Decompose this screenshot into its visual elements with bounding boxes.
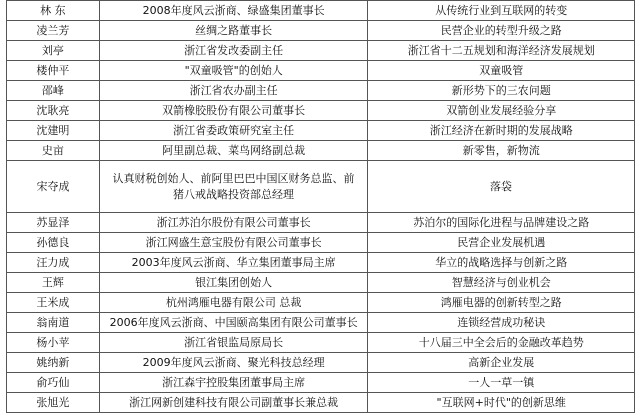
speaker-name-cell: 楼仲平 [7,61,100,80]
speaker-title-cell: 阿里副总裁、菜鸟网络副总裁 [100,141,369,160]
speaker-title-cell: 银江集团创始人 [100,273,369,292]
speaker-name-cell: 孙德良 [7,233,100,252]
speaker-name-cell: 沈耿亮 [7,101,100,120]
speaker-title-cell: 2009年度风云浙商、聚光科技总经理 [100,353,369,372]
speaker-title-cell: 2003年度风云浙商、华立集团董事局主席 [100,253,369,272]
speaker-name-cell: 凌兰芳 [7,21,100,40]
speaker-topic-cell: 民营企业的转型升级之路 [368,21,635,40]
speaker-topic-cell: 新零售，新物流 [368,141,635,160]
speaker-topic-cell: 十八届三中全会后的金融改革趋势 [368,333,635,352]
table-row [7,233,635,253]
table-row [7,373,635,393]
speaker-name-cell: 汪力成 [7,253,100,272]
speaker-table [6,0,635,413]
speaker-topic-cell: 新形势下的三农问题 [368,81,635,100]
speaker-name-cell: 姚纳新 [7,353,100,372]
speaker-topic-cell: 落袋 [368,161,635,212]
table-row [7,393,635,413]
table-row [7,81,635,101]
speaker-title-cell: 浙江网盛生意宝股份有限公司董事长 [100,233,369,252]
speaker-topic-cell: 双童吸管 [368,61,635,80]
speaker-title-cell: 浙江省农办副主任 [100,81,369,100]
speaker-name-cell: 杨小苹 [7,333,100,352]
speaker-name-cell: 刘亭 [7,41,100,60]
table-row [7,141,635,161]
speaker-topic-cell: 鸿雁电器的创新转型之路 [368,293,635,312]
speaker-name-cell: 沈建明 [7,121,100,140]
speaker-topic-cell: 智慧经济与创业机会 [368,273,635,292]
speaker-title-cell: 浙江省发改委副主任 [100,41,369,60]
table-row [7,21,635,41]
table-row [7,213,635,233]
speaker-topic-cell: 从传统行业到互联网的转变 [368,1,635,20]
speaker-name-cell: 王辉 [7,273,100,292]
speaker-topic-cell: 华立的战略选择与创新之路 [368,253,635,272]
speaker-title-cell: 浙江网新创建科技有限公司副董事长兼总裁 [100,393,369,412]
speaker-name-cell: 张旭光 [7,393,100,412]
speaker-topic-cell: 高新企业发展 [368,353,635,372]
speaker-topic-cell: 民营企业发展机遇 [368,233,635,252]
speaker-title-cell: 双箭橡胶股份有限公司董事长 [100,101,369,120]
speaker-title-cell: 认真财税创始人、前阿里巴巴中国区财务总监、前猪八戒战略投资部总经理 [100,161,368,212]
table-row [7,253,635,273]
table-row [7,101,635,121]
speaker-topic-cell: 一人一草一镇 [368,373,635,392]
speaker-title-cell: "双童吸管"的创始人 [100,61,369,80]
speaker-title-cell: 丝绸之路董事长 [100,21,369,40]
table-row [7,333,635,353]
speaker-name-cell: 俞巧仙 [7,373,100,392]
table-row [7,61,635,81]
speaker-name-cell: 王米成 [7,293,100,312]
speaker-topic-cell: "互联网+时代"的创新思维 [368,393,635,412]
table-row [7,273,635,293]
table-row [7,313,635,333]
speaker-name-cell: 翁南道 [7,313,100,332]
speaker-title-cell: 2006年度风云浙商、中国颐高集团有限公司董事长 [100,313,369,332]
speaker-name-cell: 史亩 [7,141,100,160]
table-row [7,1,635,21]
speaker-topic-cell: 连锁经营成功秘诀 [368,313,635,332]
table-row [7,293,635,313]
speaker-name-cell: 苏显泽 [7,213,100,232]
speaker-title-cell: 浙江省委政策研究室主任 [100,121,369,140]
table-row [7,41,635,61]
table-row [7,121,635,141]
speaker-title-cell: 浙江森宇控股集团董事局主席 [100,373,369,392]
speaker-topic-cell: 浙江省十二五规划和海洋经济发展规划 [368,41,635,60]
speaker-title-cell: 杭州鸿雁电器有限公司 总裁 [100,293,369,312]
speaker-title-cell: 浙江省银监局原局长 [100,333,369,352]
table-row [7,353,635,373]
speaker-name-cell: 邵峰 [7,81,100,100]
speaker-topic-cell: 浙江经济在新时期的发展战略 [368,121,635,140]
table-row [7,161,635,213]
speaker-name-cell: 宋夺成 [7,161,100,212]
speaker-title-cell: 浙江苏泊尔股份有限公司董事长 [100,213,369,232]
speaker-topic-cell: 苏泊尔的国际化进程与品牌建设之路 [368,213,635,232]
speaker-topic-cell: 双箭创业发展经验分享 [368,101,635,120]
speaker-title-cell: 2008年度风云浙商、绿盛集团董事长 [100,1,369,20]
speaker-name-cell: 林 东 [7,1,100,20]
